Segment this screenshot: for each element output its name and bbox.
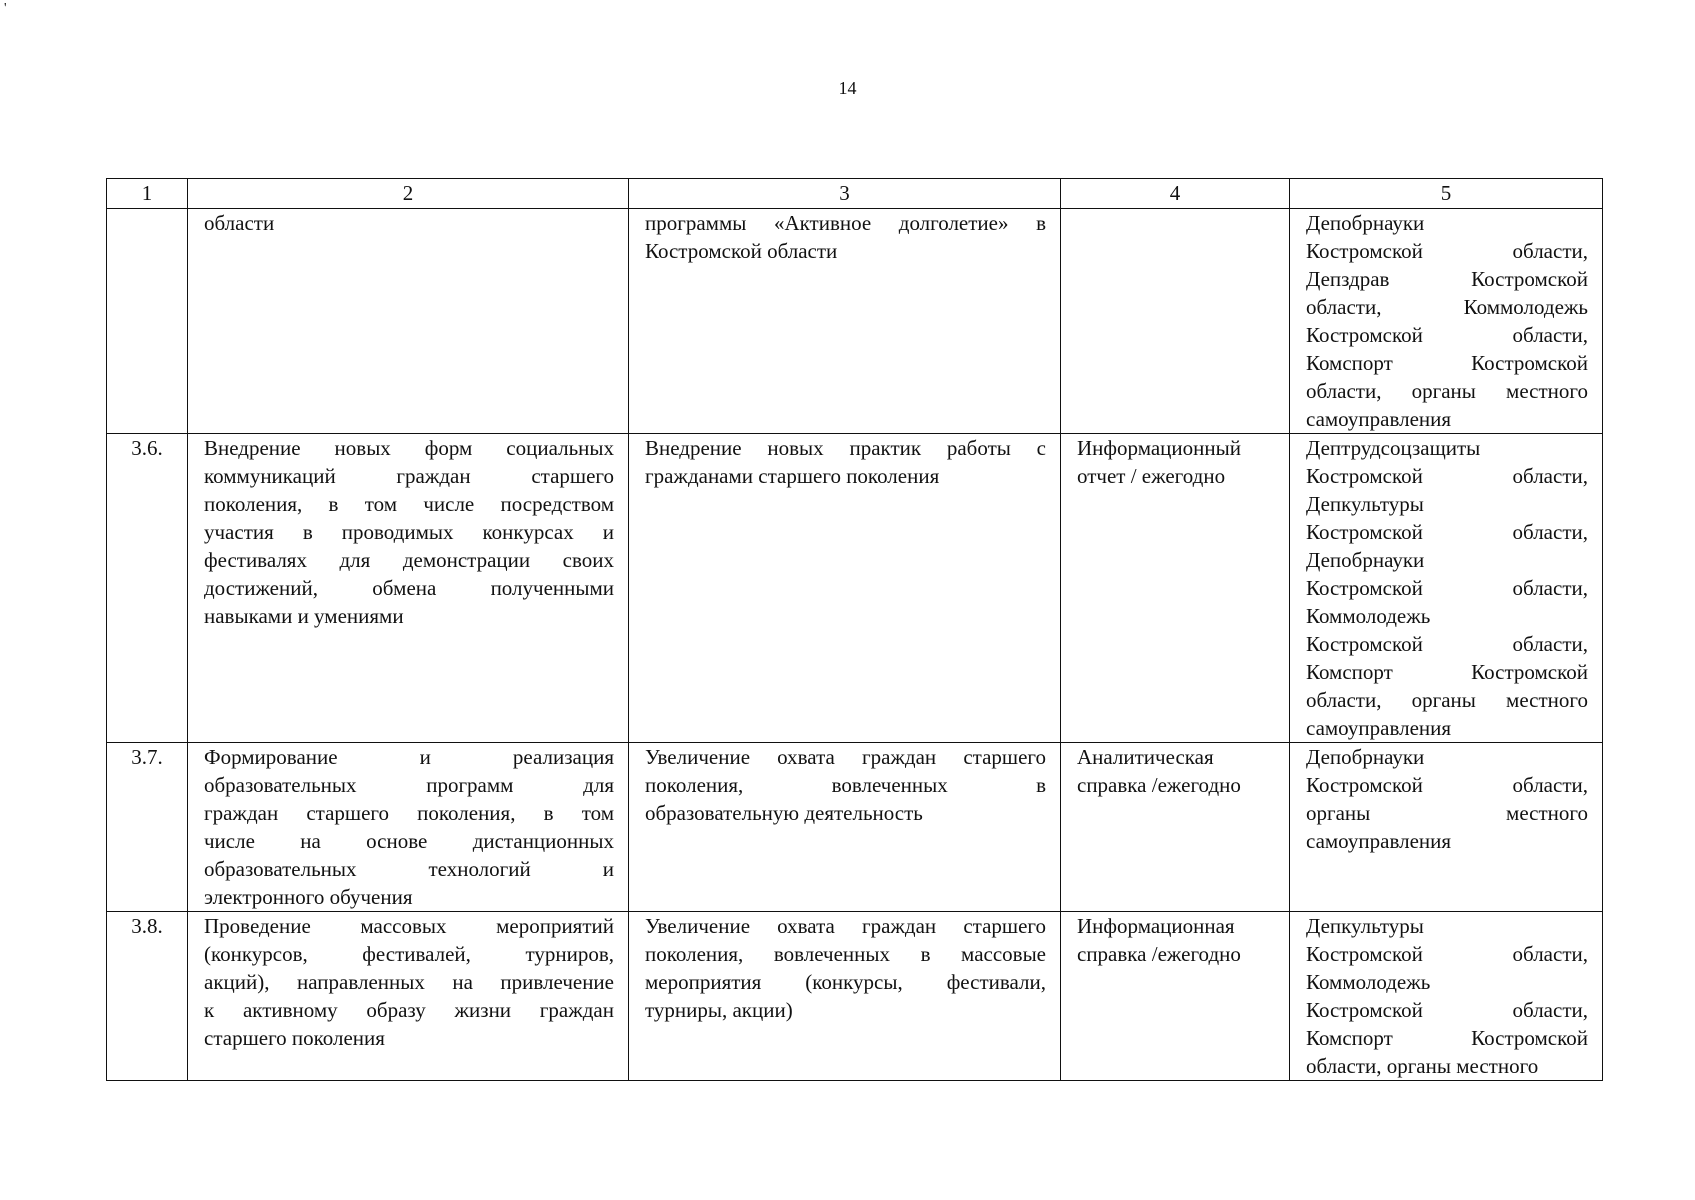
cell-text-line: Аналитическая xyxy=(1077,745,1214,769)
cell-text-line: Комспорт Костромской xyxy=(1306,660,1588,684)
cell-text-line: Комспорт Костромской xyxy=(1306,1026,1588,1050)
result-cell xyxy=(629,743,1061,912)
cell-text-line: Увеличение охвата граждан старшего xyxy=(645,914,1046,938)
cell-text-line: мероприятия (конкурсы, фестивали, xyxy=(645,970,1046,994)
cell-text-line: органы местного xyxy=(1306,801,1588,825)
cell-text-line: Коммолодежь xyxy=(1306,604,1431,628)
cell-text-line: Костромской области, xyxy=(1306,773,1588,797)
header-col-2: 2 xyxy=(188,179,629,209)
corner-mark: ' xyxy=(4,1,7,16)
cell-text-line: Депобрнауки xyxy=(1306,745,1425,769)
cell-text-line: Костромской области, xyxy=(1306,323,1588,347)
cell-text-line: (конкурсов, фестивалей, турниров, xyxy=(204,942,614,966)
cell-text-line: Увеличение охвата граждан старшего xyxy=(645,745,1046,769)
cell-text-line: акций), направленных на привлечение xyxy=(204,970,614,994)
cell-text-line: поколения, в том числе посредством xyxy=(204,492,614,516)
cell-text-line: Информационный xyxy=(1077,436,1241,460)
row-number-cell: 3.8. xyxy=(107,912,188,1081)
cell-text-line: Костромской области, xyxy=(1306,998,1588,1022)
cell-text-line: области, органы местного xyxy=(1306,379,1588,403)
activity-cell xyxy=(188,209,629,434)
cell-text-line: старшего поколения xyxy=(204,1026,385,1050)
cell-text-line: участия в проводимых конкурсах и xyxy=(204,520,614,544)
result-cell xyxy=(629,209,1061,434)
cell-text-line: Проведение массовых мероприятий xyxy=(204,914,614,938)
cell-text-line: справка /ежегодно xyxy=(1077,942,1241,966)
cell-text-line: самоуправления xyxy=(1306,829,1452,853)
cell-text-line: турниры, акции) xyxy=(645,998,793,1022)
cell-text-line: Костромской области, xyxy=(1306,520,1588,544)
cell-text-line: самоуправления xyxy=(1306,407,1452,431)
responsible-cell xyxy=(1290,912,1603,1081)
cell-text-line: области, Коммолодежь xyxy=(1306,295,1588,319)
cell-text-line: фестивалях для демонстрации своих xyxy=(204,548,614,572)
report-form-cell xyxy=(1061,912,1290,1081)
cell-text-line: Костромской области, xyxy=(1306,239,1588,263)
cell-text-line: коммуникаций граждан старшего xyxy=(204,464,614,488)
cell-text-line: Коммолодежь xyxy=(1306,970,1431,994)
table-row xyxy=(107,209,1603,434)
header-col-4: 4 xyxy=(1061,179,1290,209)
cell-text-line: числе на основе дистанционных xyxy=(204,829,614,853)
cell-text-line: области, органы местного xyxy=(1306,1054,1539,1078)
cell-text-line: области xyxy=(204,211,275,235)
cell-text-line: Информационная xyxy=(1077,914,1235,938)
header-col-5: 5 xyxy=(1290,179,1603,209)
cell-text-line: справка /ежегодно xyxy=(1077,773,1241,797)
responsible-cell xyxy=(1290,434,1603,743)
cell-text-line: Внедрение новых форм социальных xyxy=(204,436,614,460)
cell-text-line: Костромской области xyxy=(645,239,838,263)
responsible-cell xyxy=(1290,743,1603,912)
activities-table xyxy=(106,178,1603,1081)
cell-text-line: образовательных программ для xyxy=(204,773,614,797)
cell-text-line: Депкультуры xyxy=(1306,914,1424,938)
cell-text-line: Внедрение новых практик работы с xyxy=(645,436,1046,460)
report-form-cell xyxy=(1061,743,1290,912)
table-header-row xyxy=(107,179,1603,209)
cell-text-line: образовательных технологий и xyxy=(204,857,614,881)
cell-text-line: Депкультуры xyxy=(1306,492,1424,516)
table-body xyxy=(107,209,1603,1081)
cell-text-line: программы «Активное долголетие» в xyxy=(645,211,1046,235)
cell-text-line: Депобрнауки xyxy=(1306,548,1425,572)
activity-cell xyxy=(188,434,629,743)
header-col-3: 3 xyxy=(629,179,1061,209)
cell-text-line: Депздрав Костромской xyxy=(1306,267,1588,291)
cell-text-line: достижений, обмена полученными xyxy=(204,576,614,600)
row-number-cell: 3.7. xyxy=(107,743,188,912)
cell-text-line: Костромской области, xyxy=(1306,632,1588,656)
cell-text-line: области, органы местного xyxy=(1306,688,1588,712)
cell-text-line: к активному образу жизни граждан xyxy=(204,998,614,1022)
activity-cell xyxy=(188,743,629,912)
activity-cell xyxy=(188,912,629,1081)
cell-text-line: Депобрнауки xyxy=(1306,211,1425,235)
responsible-cell xyxy=(1290,209,1603,434)
cell-text-line: Костромской области, xyxy=(1306,576,1588,600)
cell-text-line: граждан старшего поколения, в том xyxy=(204,801,614,825)
cell-text-line: поколения, вовлеченных в xyxy=(645,773,1046,797)
table-row xyxy=(107,743,1603,912)
cell-text-line: образовательную деятельность xyxy=(645,801,923,825)
cell-text-line: Костромской области, xyxy=(1306,942,1588,966)
cell-text-line: поколения, вовлеченных в массовые xyxy=(645,942,1046,966)
row-number-cell: 3.6. xyxy=(107,434,188,743)
table-row xyxy=(107,912,1603,1081)
header-col-1: 1 xyxy=(107,179,188,209)
report-form-cell xyxy=(1061,209,1290,434)
row-number-cell xyxy=(107,209,188,434)
cell-text-line: навыками и умениями xyxy=(204,604,404,628)
table-row xyxy=(107,434,1603,743)
page-number: 14 xyxy=(838,78,857,98)
result-cell xyxy=(629,912,1061,1081)
cell-text-line: Костромской области, xyxy=(1306,464,1588,488)
cell-text-line: электронного обучения xyxy=(204,885,413,909)
result-cell xyxy=(629,434,1061,743)
cell-text-line: Дептрудсоцзащиты xyxy=(1306,436,1481,460)
cell-text-line: Формирование и реализация xyxy=(204,745,614,769)
cell-text-line: гражданами старшего поколения xyxy=(645,464,940,488)
cell-text-line: Комспорт Костромской xyxy=(1306,351,1588,375)
report-form-cell xyxy=(1061,434,1290,743)
cell-text-line: отчет / ежегодно xyxy=(1077,464,1226,488)
cell-text-line: самоуправления xyxy=(1306,716,1452,740)
